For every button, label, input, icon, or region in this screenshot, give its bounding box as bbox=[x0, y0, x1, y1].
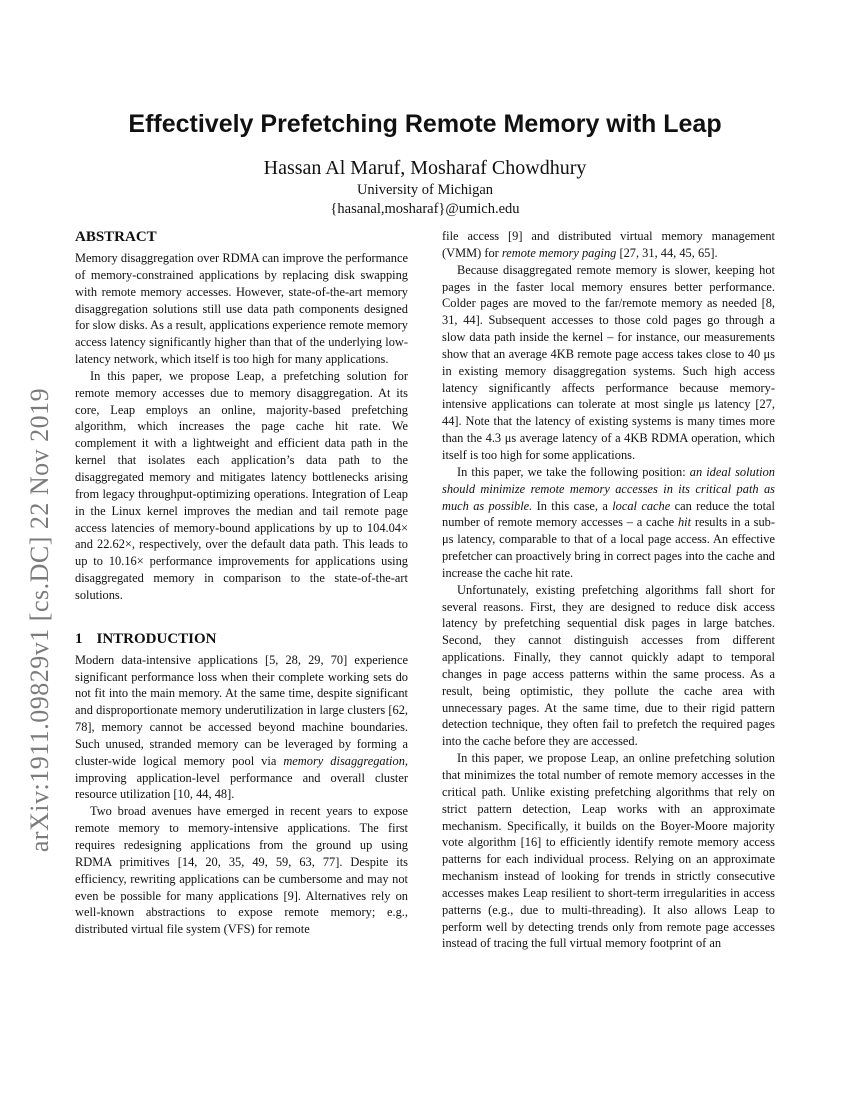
right-paragraph-3: Unfortunately, existing prefetching algorithms fall short for several reasons. First, they are designed to reduce disk access latency by prefetching sequential disk pages in large batches. Second, they cannot distinguish accesses from different applications. Finally, they cannot quickly adapt to temporal changes in page access patterns within the same process. As a result, being optimistic, they pollute the cache area with unnecessary pages. At the same time, due to their rigid pattern detection technique, they often fail to prefetch the required pages into the cache before they are accessed. bbox=[442, 582, 775, 749]
affiliation: University of Michigan bbox=[356, 182, 494, 198]
emphasis: memory disaggregation bbox=[283, 753, 405, 768]
abstract-paragraph-2: In this paper, we propose Leap, a prefetching solution for remote memory accesses due to memory disaggregation. At its core, Leap employs an online, majority-based prefetching algorithm, which increases the page cache hit rate. We complement it with a lightweight and efficient data path in the kernel that isolates each application’s data path to the disaggregated memory and mitigates latency bottlenecks arising from legacy throughput-optimizing operations. Integration of Leap in the Linux kernel improves the median and tail remote page access latencies of memory-bound applications by up to 104.04× and 22.62×, respectively, over the default data path. This leads to up to 10.16× performance improvements for applications using disaggregated memory in comparison to the state-of-the-art solutions. bbox=[75, 368, 408, 602]
arxiv-stamp-text: arXiv:1911.09829v1 [cs.DC] 22 Nov 2019 bbox=[25, 387, 54, 853]
right-paragraph-2: In this paper, we take the following position: an ideal solution should minimize remote memory accesses in its critical path as much as possible. In this case, a local cache can reduce the total number of remote memory accesses – a cache hit results in a sub-μs latency, comparable to that of a local page access. An effective prefetcher can proactively bring in correct pages into the cache and increase the cache hit rate. bbox=[442, 464, 776, 580]
emphasis: remote memory paging bbox=[501, 245, 617, 260]
right-paragraph-0: file access [9] and distributed virtual memory management (VMM) for remote memory paging [27, 31, 44, 45, 65]. bbox=[442, 229, 775, 260]
right-column bbox=[442, 228, 775, 952]
introduction-heading bbox=[75, 630, 408, 648]
abstract-paragraph-1: Memory disaggregation over RDMA can improve the performance of memory-constrained applications by replacing disk swapping with remote memory accesses. However, state-of-the-art memory disaggregation solutions still use data path components designed for slow disks. As a result, applications experience remote memory access latency significantly higher than that of the underlying low-latency network, which itself is too high for many applications. bbox=[75, 251, 408, 367]
section-title: INTRODUCTION bbox=[96, 630, 217, 647]
right-paragraph-1: Because disaggregated remote memory is slower, keeping hot pages in the faster local memory ensures better performance. Colder pages are moved to the far/remote memory as needed [8, 31, 44]. Subsequent accesses to those cold pages go through a slow data path inside the kernel – for instance, our measurements show that an average 4KB remote page access takes close to 40 μs in existing memory disaggregation systems. Such high access latency significantly affects performance because memory-intensive applications can tolerate at most single μs latency [27, 44]. Note that the latency of existing systems is many times more than the 4.3 μs average latency of a 4KB RDMA operation, which itself is too high for some applications. bbox=[442, 262, 775, 462]
authors: Hassan Al Maruf, Mosharaf Chowdhury bbox=[263, 157, 587, 179]
emphasis: an ideal solution should minimize remote memory accesses in its critical path as much as possible. bbox=[442, 464, 776, 513]
section-number: 1 bbox=[75, 630, 83, 647]
email: {hasanal,mosharaf}@umich.edu bbox=[330, 201, 520, 217]
left-column bbox=[75, 228, 408, 938]
intro-paragraph-2: Two broad avenues have emerged in recent years to expose remote memory to memory-intensive applications. The first requires redesigning applications from the ground up using RDMA primitives [14, 20, 35, 49, 59, 63, 77]. Despite its efficiency, rewriting applications can be cumbersome and may not even be possible for many applications [9]. Alternatives rely on well-known abstractions to expose remote memory; e.g., distributed virtual file system (VFS) for remote bbox=[75, 804, 408, 937]
right-paragraph-4: In this paper, we propose Leap, an online prefetching solution that minimizes the total number of remote memory accesses in the critical path. Unlike existing prefetching algorithms that rely on strict pattern detection, Leap works with an approximate mechanism. Specifically, it builds on the Boyer-Moore majority vote algorithm [16] to efficiently identify remote memory access patterns for each individual process. Relying on an approximate mechanism instead of looking for trends in strictly consecutive accesses makes Leap resilient to short-term irregularities in access patterns (e.g., due to multi-threading). It also allows Leap to perform well by detecting trends only from remote page accesses instead of tracing the full virtual memory footprint of an bbox=[442, 751, 775, 951]
paper-title: Effectively Prefetching Remote Memory with Leap bbox=[128, 110, 722, 138]
emphasis: local cache bbox=[612, 498, 671, 513]
emphasis: hit bbox=[677, 515, 692, 530]
abstract-heading: ABSTRACT bbox=[75, 229, 157, 245]
intro-paragraph-1: Modern data-intensive applications [5, 28, 29, 70] experience significant performance loss when their complete working sets do not fit into the main memory. At the same time, despite significant and disproportionate memory underutilization in large clusters [62, 78], memory cannot be accessed beyond machine boundaries. Such unused, stranded memory can be leveraged by forming a cluster-wide logical memory pool via memory disaggregation, improving application-level performance and overall cluster resource utilization [10, 44, 48]. bbox=[75, 652, 408, 802]
